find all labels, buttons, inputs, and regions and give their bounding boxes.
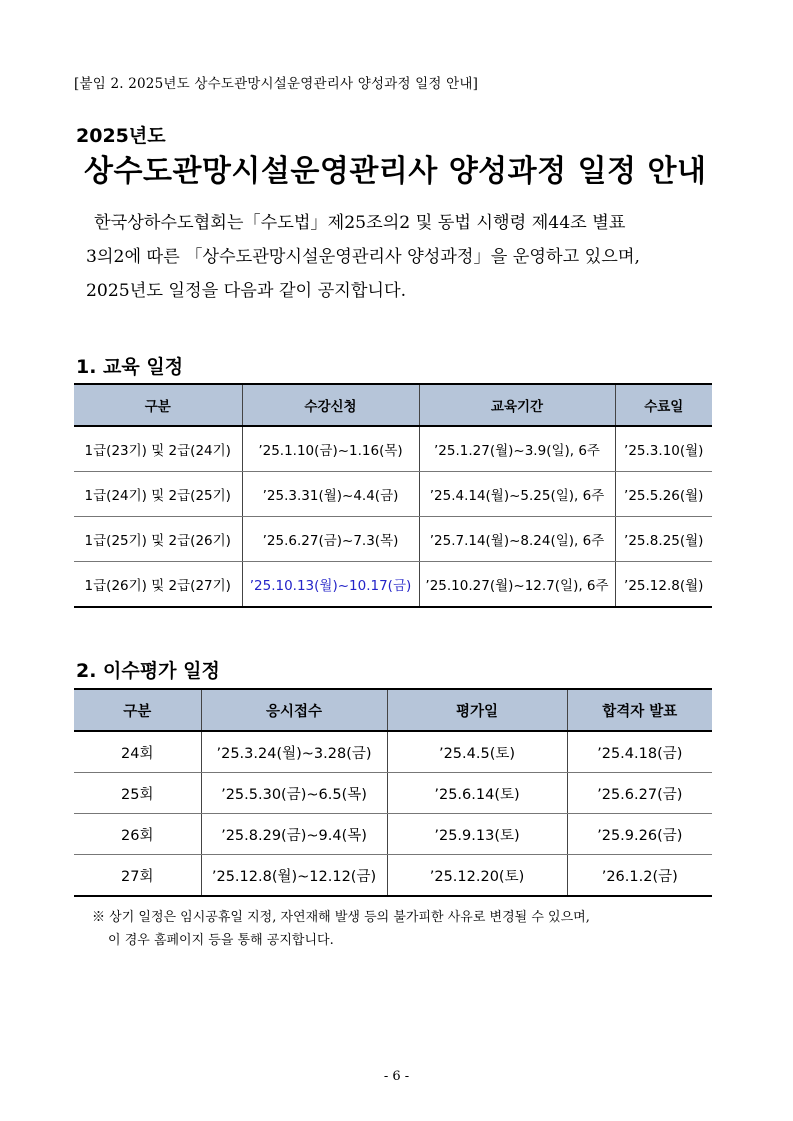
cell-round: 26회 <box>74 814 201 855</box>
cell-round: 25회 <box>74 773 201 814</box>
cell-application: ’25.3.24(월)~3.28(금) <box>201 731 387 773</box>
cell-completion-date: ’25.12.8(월) <box>615 562 712 608</box>
cell-completion-date: ’25.5.26(월) <box>615 472 712 517</box>
cell-category: 1급(24기) 및 2급(25기) <box>74 472 242 517</box>
cell-completion-date: ’25.8.25(월) <box>615 517 712 562</box>
cell-round: 27회 <box>74 855 201 897</box>
header-education-period: 교육기간 <box>419 384 615 426</box>
cell-exam-date: ’25.4.5(토) <box>387 731 567 773</box>
footnote <box>92 906 722 952</box>
intro-paragraph <box>86 206 722 308</box>
cell-result-announcement: ’25.4.18(금) <box>567 731 712 773</box>
header-completion-date: 수료일 <box>615 384 712 426</box>
cell-exam-date: ’25.12.20(토) <box>387 855 567 897</box>
table-row <box>74 814 712 855</box>
cell-exam-date: ’25.9.13(토) <box>387 814 567 855</box>
section-title-education: 1. 교육 일정 <box>76 356 184 378</box>
table-header-row <box>74 689 712 731</box>
education-schedule-table <box>74 383 712 608</box>
cell-category: 1급(23기) 및 2급(24기) <box>74 426 242 472</box>
cell-result-announcement: ’26.1.2(금) <box>567 855 712 897</box>
year-label: 2025년도 <box>76 125 166 147</box>
footnote-line-2: 이 경우 홈페이지 등을 통해 공지합니다. <box>108 933 334 948</box>
attachment-header-note: [붙임 2. 2025년도 상수도관망시설운영관리사 양성과정 일정 안내] <box>74 76 479 92</box>
cell-registration-highlighted: ’25.10.13(월)~10.17(금) <box>242 562 419 608</box>
cell-result-announcement: ’25.9.26(금) <box>567 814 712 855</box>
cell-application: ’25.8.29(금)~9.4(목) <box>201 814 387 855</box>
table-row <box>74 472 712 517</box>
cell-education-period: ’25.1.27(월)~3.9(일), 6주 <box>419 426 615 472</box>
cell-application: ’25.12.8(월)~12.12(금) <box>201 855 387 897</box>
cell-result-announcement: ’25.6.27(금) <box>567 773 712 814</box>
cell-education-period: ’25.4.14(월)~5.25(일), 6주 <box>419 472 615 517</box>
table-row <box>74 517 712 562</box>
header-round: 구분 <box>74 689 201 731</box>
table-row <box>74 731 712 773</box>
header-registration: 수강신청 <box>242 384 419 426</box>
cell-registration: ’25.1.10(금)~1.16(목) <box>242 426 419 472</box>
cell-registration: ’25.6.27(금)~7.3(목) <box>242 517 419 562</box>
header-category: 구분 <box>74 384 242 426</box>
page-title: 상수도관망시설운영관리사 양성과정 일정 안내 <box>84 154 707 189</box>
page-number: - 6 - <box>383 1069 410 1084</box>
cell-round: 24회 <box>74 731 201 773</box>
table-row <box>74 855 712 897</box>
cell-education-period: ’25.7.14(월)~8.24(일), 6주 <box>419 517 615 562</box>
section-title-evaluation: 2. 이수평가 일정 <box>76 660 220 682</box>
table-row <box>74 773 712 814</box>
intro-line-1: 한국상하수도협회는「수도법」제25조의2 및 동법 시행령 제44조 별표 <box>94 213 626 233</box>
cell-category: 1급(25기) 및 2급(26기) <box>74 517 242 562</box>
cell-category: 1급(26기) 및 2급(27기) <box>74 562 242 608</box>
table-row <box>74 562 712 608</box>
intro-line-2: 3의2에 따른 「상수도관망시설운영관리사 양성과정」을 운영하고 있으며, <box>86 247 640 267</box>
cell-education-period: ’25.10.27(월)~12.7(일), 6주 <box>419 562 615 608</box>
header-application: 응시접수 <box>201 689 387 731</box>
header-exam-date: 평가일 <box>387 689 567 731</box>
cell-application: ’25.5.30(금)~6.5(목) <box>201 773 387 814</box>
table-header-row <box>74 384 712 426</box>
intro-line-3: 2025년도 일정을 다음과 같이 공지합니다. <box>86 281 407 301</box>
cell-completion-date: ’25.3.10(월) <box>615 426 712 472</box>
header-result-announcement: 합격자 발표 <box>567 689 712 731</box>
cell-exam-date: ’25.6.14(토) <box>387 773 567 814</box>
footnote-line-1: ※ 상기 일정은 임시공휴일 지정, 자연재해 발생 등의 불가피한 사유로 변경될 수 있으며, <box>92 910 590 925</box>
evaluation-schedule-table <box>74 688 712 897</box>
cell-registration: ’25.3.31(월)~4.4(금) <box>242 472 419 517</box>
table-row <box>74 426 712 472</box>
